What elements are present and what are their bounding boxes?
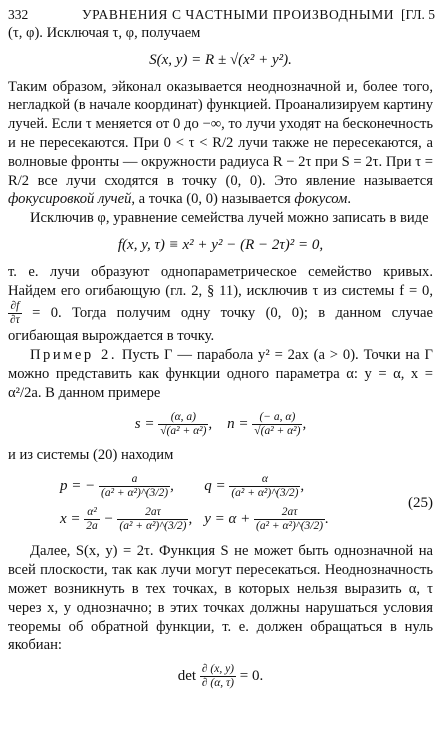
text-line: и из системы (20) находим (8, 446, 174, 463)
running-header (8, 6, 435, 24)
formula-jacobian (8, 663, 433, 690)
formula-lhs: q = (204, 478, 226, 495)
fraction-denominator: 2a (86, 520, 98, 533)
fraction-denominator: (a² + α²)^(3/2) (119, 520, 187, 533)
formula-lhs: p = − (60, 478, 96, 495)
fraction-numerator: 2aτ (254, 506, 325, 520)
page-body (8, 24, 433, 698)
paragraph-text: т. е. лучи образуют однопараметрическое семейство кривых. Найдем его огибающую (гл. 2, § 11), исключив τ из системы f = 0, (8, 263, 433, 299)
fraction-numerator: a (99, 473, 170, 487)
page-number: 332 (8, 7, 29, 22)
formula-eikonal: S(x, y) = R ± √(x² + y²). (149, 51, 292, 68)
fraction-denominator: (a² + α²)^(3/2) (101, 487, 169, 500)
paragraph-text: Таким образом, эйконал оказывается неоднозначной и, более того, негладкой (в начале координат) функцией. Проанализируем картину лучей. Если τ меняется от 0 до −∞, то лучи уходят на бесконечность и не пересекаются. При 0 < τ < R/2 лучи также не пересекаются, а волновые фронты — окружности радиуса R − 2τ при S = 2τ. При τ = R/2 все лучи сходятся в точку (0, 0). Это явление называется (8, 78, 433, 189)
chapter-mark: [ГЛ. 5 (401, 7, 435, 22)
paragraph-family: Исключив φ, уравнение семейства лучей можно записать в виде (30, 210, 429, 227)
term-focus: фокусом (294, 191, 348, 208)
fraction-denominator: (a² + α²)^(3/2) (256, 520, 324, 533)
fraction-y (254, 506, 325, 533)
fraction-denominator: ∂τ (10, 314, 20, 327)
system-row (54, 503, 335, 536)
fraction-numerator: ∂ (x, y) (201, 663, 235, 676)
formula-family: f(x, y, τ) ≡ x² + y² − (R − 2τ)² = 0, (117, 236, 324, 253)
equation-number: (25) (408, 495, 433, 512)
system-25 (8, 470, 433, 536)
paragraph-text: , а точка (0, 0) называется (131, 191, 291, 208)
fraction-numerator: α (229, 473, 300, 487)
formula-lhs: x = (60, 511, 81, 528)
formula-lhs: n = (227, 415, 249, 432)
running-title: УРАВНЕНИЯ С ЧАСТНЫМИ ПРОИЗВОДНЫМИ (82, 7, 395, 22)
fraction-numerator: (− a, α) (252, 411, 302, 425)
example-label: Пример 2. (30, 347, 117, 364)
fraction-numerator: α² (84, 506, 100, 520)
formula-end: = 0. (239, 668, 264, 685)
paragraph-text: Пусть Γ — парабола y² = 2ax (a > 0). Точки на Γ можно представить как функции одного параметра α: y = α, x = α²/2a. В данном примере (8, 347, 433, 401)
system-cell: q = $\frac{\alpha}{\text{(a² + α²)\textasciicircum{}(3/2)}}$ , (204, 473, 305, 500)
fraction-denominator: (a² + α²)^(3/2) (231, 487, 299, 500)
fraction-denominator: √(a² + α²) (160, 424, 207, 437)
formula-s-n: s = $\frac{(\alpha, a)}{\text{√(a² + α²)}}$ , n = $\frac{(- a, \alpha)}{\text{√(a² + α²)}}$ , (134, 410, 307, 437)
paragraph-text: = 0. Тогда получим одну точку (0, 0); в данном случае огибающая вырождается в точку. (8, 305, 433, 345)
fraction-numerator: ∂f (8, 300, 22, 314)
fraction-x1 (84, 506, 100, 533)
fraction-denominator: ∂ (α, τ) (201, 677, 234, 690)
fraction-jacobian (200, 663, 236, 690)
paragraph-example (8, 346, 433, 402)
system-row (54, 470, 335, 503)
system-cell: x = $\frac{\text{α²}}{2a}$ − $\frac{2a\tau}{\text{(a² + α²)\textasciicircum{}(3/2)}}$ , (60, 506, 193, 533)
fraction-q (229, 473, 300, 500)
system-cell: p = − $\frac{a}{\text{(a² + α²)\textasciicircum{}(3/2)}}$ , (60, 473, 174, 500)
det-operator: det (177, 668, 197, 685)
fraction-s (158, 411, 208, 438)
fraction-x2 (117, 506, 188, 533)
paragraph-envelope (8, 263, 433, 346)
formula-lhs: y = α + (204, 511, 251, 528)
paragraph-jacobian: Далее, S(x, y) = 2τ. Функция S не может быть однозначной на всей плоскости, так как лучи могут пересекаться. Неоднозначность может возникнуть в тех точках, в которых нельзя выразить α, τ через x, y однозначно; в этих точках должны нарушаться условия теоремы об обратной функции, т. е. должен обращаться в нуль якобиан: (8, 543, 433, 654)
term-focusing: фокусировкой лучей (8, 191, 132, 208)
fraction-numerator: (α, a) (158, 411, 208, 425)
system-table (54, 470, 335, 536)
paragraph-rays (8, 78, 433, 210)
fraction-numerator: 2aτ (117, 506, 188, 520)
formula-lhs: s = (134, 415, 155, 432)
text-line: (τ, φ). Исключая τ, φ, получаем (8, 25, 201, 41)
minus-sign: − (103, 511, 114, 528)
system-cell: y = α + $\frac{2a\tau}{\text{(a² + α²)\textasciicircum{}(3/2)}}$ . (204, 506, 329, 533)
paragraph-text: . (347, 191, 352, 208)
fraction-denominator: √(a² + α²) (254, 424, 301, 437)
fraction-p (99, 473, 170, 500)
fraction-df-dtau (8, 300, 22, 327)
fraction-n (252, 411, 302, 438)
